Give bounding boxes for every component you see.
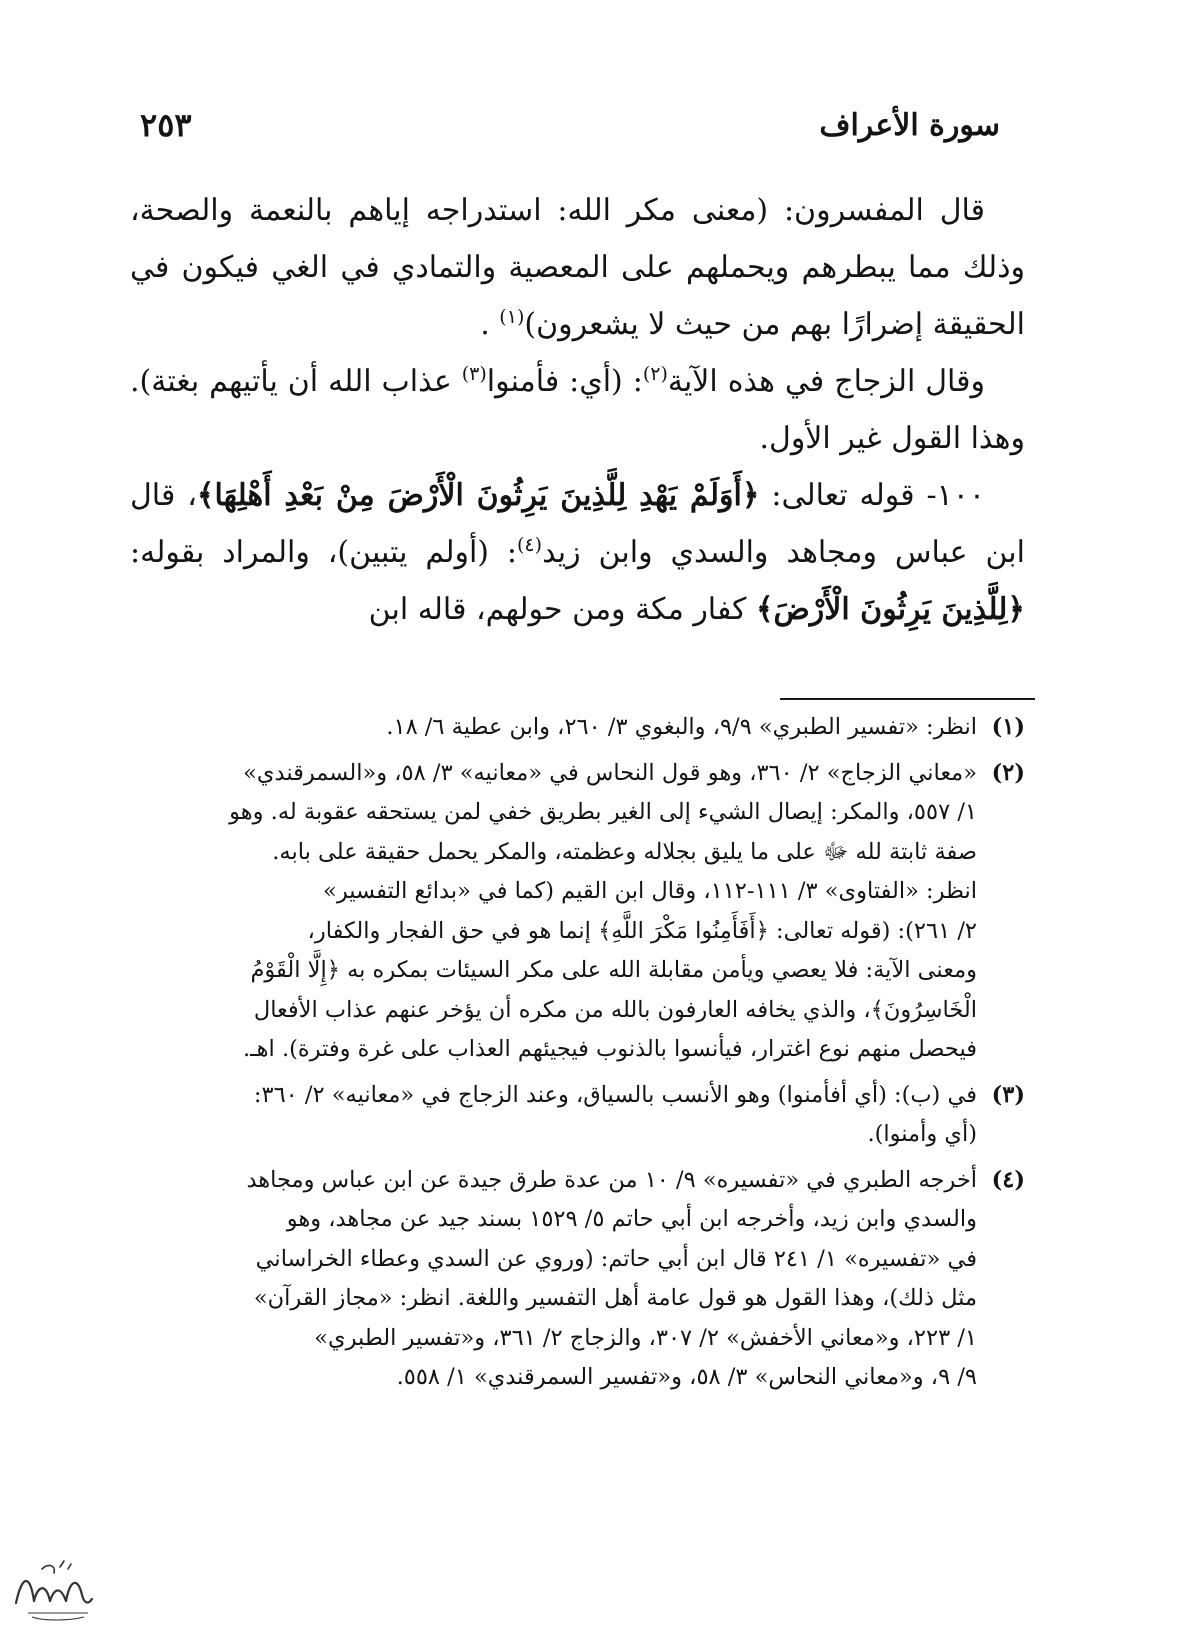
watermark-calligraphy-icon — [8, 1555, 98, 1625]
watermark-logo — [8, 1555, 98, 1625]
footnote-line: ٢/ ٢٦١): (قوله تعالى: ﴿أَفَأَمِنُوا مَكْرَ اللَّهِ﴾ إنما هو في حق الفجار والكفار، — [307, 917, 977, 944]
paragraph-text: ، قال ابن عباس ومجاهد والسدي وابن زيد — [130, 478, 1025, 570]
footnote-line: أخرجه الطبري في «تفسيره» ٩/ ١٠ من عدة طرق جيدة عن ابن عباس ومجاهد — [246, 1166, 977, 1193]
footnotes — [140, 708, 1025, 1404]
footnote-ref: (١) — [499, 306, 525, 328]
footnote-body — [140, 1076, 977, 1155]
paragraph-text: قال المفسرون: (معنى مكر الله: استدراجه إياهم بالنعمة والصحة، وذلك مما يبطرهم ويحملهم على المعصية والتمادي في الغي فيكون في الحقيقة إضرارًا بهم من حيث لا يشعرون) — [130, 193, 1025, 342]
footnote-line: صفة ثابتة لله ﷻ على ما يليق بجلاله وعظمته، والمكر يحمل حقيقة على بابه. — [272, 838, 977, 865]
footnote-ref: (٤) — [517, 534, 543, 556]
footnote-line: ١/ ٥٥٧، والمكر: إيصال الشيء إلى الغير بطريق خفي لمن يستحقه عقوبة له. وهو — [229, 799, 977, 825]
quran-verse: ﴿لِلَّذِينَ يَرِثُونَ الْأَرْضَ﴾ — [755, 592, 1025, 627]
paragraph-1 — [130, 182, 1025, 353]
paragraph-text: : (أي: فأمنوا — [486, 364, 643, 399]
footnote-body — [140, 708, 977, 748]
footnote-line: في «تفسيره» ١/ ٢٤١ قال ابن أبي حاتم: (وروي عن السدي وعطاء الخراساني — [255, 1245, 977, 1272]
footnote-number: (٤) — [991, 1166, 1025, 1193]
footnote-line: «معاني الزجاج» ٢/ ٣٦٠، وهو قول النحاس في «معانيه» ٣/ ٥٨، و«السمرقندي» — [243, 759, 977, 786]
paragraph-3 — [130, 467, 1025, 638]
footnote-line: ومعنى الآية: فلا يعصي ويأمن مقابلة الله على مكر السيئات بمكره به ﴿إِلَّا الْقَوْمُ — [250, 957, 977, 983]
quran-verse: ﴿أَوَلَمْ يَهْدِ لِلَّذِينَ يَرِثُونَ الْأَرْضَ مِنْ بَعْدِ أَهْلِهَا﴾ — [196, 478, 760, 513]
footnote-line: ١/ ٢٢٣، و«معاني الأخفش» ٢/ ٣٠٧، والزجاج ٢/ ٣٦١، و«تفسير الطبري» — [314, 1324, 977, 1351]
footnote-number: (٢) — [991, 759, 1025, 786]
paragraph-text: ١٠٠- قوله تعالى: — [759, 478, 985, 513]
footnote-body — [140, 754, 977, 1070]
surah-title: سورة الأعراف — [819, 107, 1000, 143]
paragraph-text: عذاب الله أن يأتيهم بغتة). وهذا القول غير الأول. — [130, 364, 1025, 456]
footnote-body — [140, 1161, 977, 1398]
page-number: ٢٥٣ — [140, 106, 192, 144]
footnote — [140, 1161, 1025, 1398]
footnote-number: (١) — [991, 714, 1025, 740]
paragraph-text: : (أولم يتبين)، والمراد بقوله: — [130, 535, 517, 570]
footnote-line: (أي وأمنوا). — [867, 1121, 977, 1147]
footnote-line: انظر: «الفتاوى» ٣/ ١١١-١١٢، وقال ابن القيم (كما في «بدائع التفسير» — [323, 878, 977, 904]
footnote-line: فيحصل منهم نوع اغترار، فيأنسوا بالذنوب فيجيئهم العذاب على غرة وفترة). اهـ. — [242, 1036, 977, 1062]
footnote-line: في (ب): (أي أفأمنوا) وهو الأنسب بالسياق، وعند الزجاج في «معانيه» ٢/ ٣٦٠: — [253, 1081, 977, 1108]
footnote-line: ٩/ ٩، و«معاني النحاس» ٣/ ٥٨، و«تفسير السمرقندي» ١/ ٥٥٨. — [396, 1364, 977, 1390]
footnote — [140, 754, 1025, 1070]
paragraph-text: . — [480, 307, 500, 342]
footnote-line: انظر: «تفسير الطبري» ٩/٩، والبغوي ٣/ ٢٦٠، وابن عطية ٦/ ١٨. — [386, 714, 977, 740]
footnote — [140, 708, 1025, 748]
footnote — [140, 1076, 1025, 1155]
main-text — [130, 182, 1025, 638]
footnote-line: والسدي وابن زيد، وأخرجه ابن أبي حاتم ٥/ ١٥٢٩ بسند جيد عن مجاهد، وهو — [286, 1206, 977, 1232]
footnote-divider — [780, 698, 1035, 700]
paragraph-2 — [130, 353, 1025, 467]
footnote-line: الْخَاسِرُونَ﴾، والذي يخافه العارفون بالله من مكره أن يؤخر عنهم عذاب الأفعال — [253, 996, 977, 1023]
paragraph-text: وقال الزجاج في هذه الآية — [667, 364, 985, 399]
footnote-number: (٣) — [991, 1081, 1025, 1108]
footnote-ref: (٣) — [461, 363, 487, 385]
paragraph-text: كفار مكة ومن حولهم، قاله ابن — [368, 592, 756, 627]
footnote-line: مثل ذلك)، وهذا القول هو قول عامة أهل التفسير واللغة. انظر: «مجاز القرآن» — [253, 1285, 977, 1311]
footnote-ref: (٢) — [642, 363, 668, 385]
running-header — [140, 100, 1000, 150]
